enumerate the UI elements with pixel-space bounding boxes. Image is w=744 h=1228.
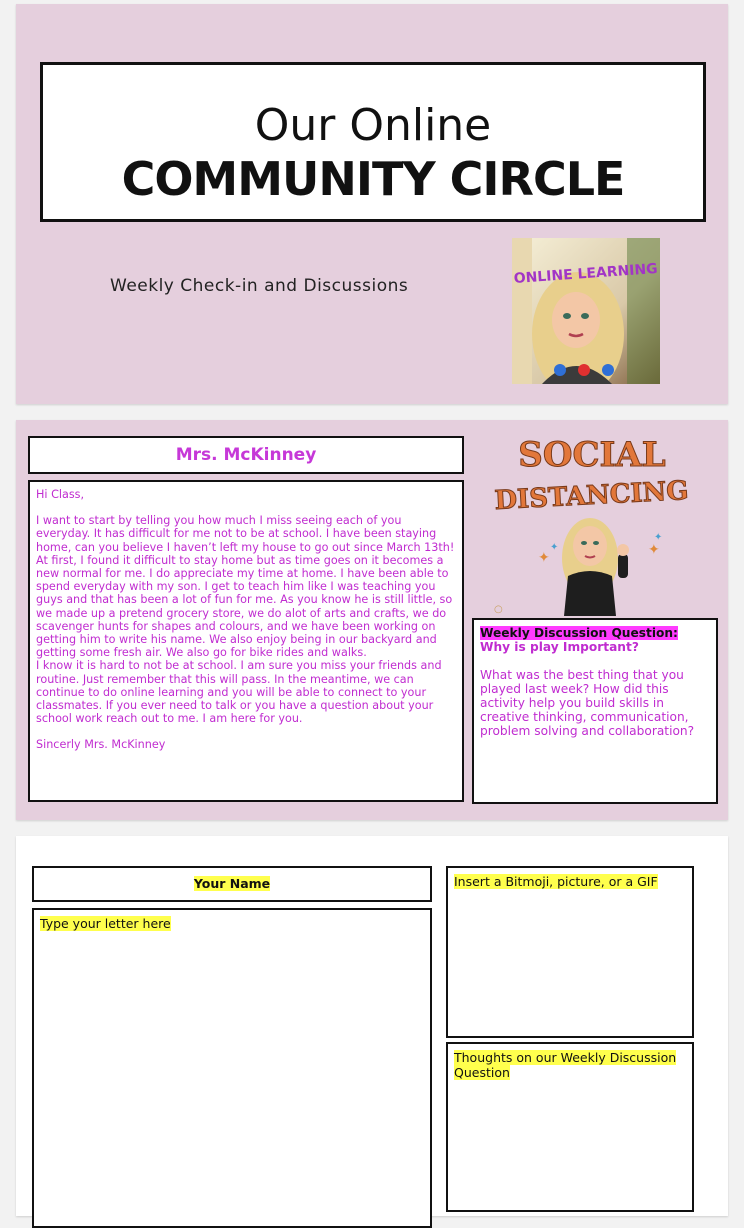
svg-text:○: ○ bbox=[494, 604, 503, 615]
thoughts-placeholder: Thoughts on our Weekly Discussion Question bbox=[454, 1050, 677, 1080]
svg-text:SOCIAL: SOCIAL bbox=[518, 435, 666, 475]
discussion-question-box[interactable] bbox=[472, 618, 718, 804]
svg-text:DISTANCING: DISTANCING bbox=[493, 475, 690, 517]
your-name-label: Your Name bbox=[193, 876, 271, 891]
question-subtitle: Why is play Important? bbox=[480, 640, 639, 654]
letter-placeholder: Type your letter here bbox=[40, 916, 171, 931]
teacher-name: Mrs. McKinney bbox=[175, 445, 317, 465]
bitmoji-insert-box[interactable] bbox=[446, 866, 694, 1038]
svg-text:✦: ✦ bbox=[550, 542, 559, 553]
svg-text:✦: ✦ bbox=[648, 542, 660, 558]
letter-paragraph-2: I know it is hard to not be at school. I am sure you miss your friends and routine. Just remember that this will pass. In the meantime, we can continue to do online learning and you will be able to connect to your classmates. If you ever need to talk or you have a question about your school work reach out to me. I am here for you. bbox=[36, 659, 442, 726]
online-learning-bitmoji-image[interactable] bbox=[512, 238, 660, 384]
bitmoji-placeholder: Insert a Bitmoji, picture, or a GIF bbox=[454, 874, 658, 889]
title-slide[interactable] bbox=[16, 4, 728, 404]
student-response-slide[interactable] bbox=[16, 836, 728, 1216]
letter-signoff: Sincerly Mrs. McKinney bbox=[36, 738, 166, 752]
question-text: What was the best thing that you played last week? How did this activity help you build skills in creative thinking, communication, problem solving and collaboration? bbox=[480, 668, 695, 738]
svg-text:✦: ✦ bbox=[654, 532, 663, 543]
title-line-2: COMMUNITY CIRCLE bbox=[121, 152, 625, 206]
student-letter-box[interactable] bbox=[32, 908, 432, 1228]
question-title: Weekly Discussion Question: bbox=[480, 626, 678, 640]
svg-text:ONLINE LEARNING: ONLINE LEARNING bbox=[513, 261, 659, 288]
social-distancing-bitmoji-image[interactable] bbox=[486, 426, 726, 616]
letter-greeting: Hi Class, bbox=[36, 488, 85, 501]
thoughts-box[interactable] bbox=[446, 1042, 694, 1212]
subtitle: Weekly Check-in and Discussions bbox=[110, 276, 409, 296]
teacher-letter-slide[interactable] bbox=[16, 420, 728, 820]
svg-text:✦: ✦ bbox=[538, 550, 550, 566]
teacher-letter-box[interactable] bbox=[28, 480, 464, 802]
your-name-box[interactable] bbox=[32, 866, 432, 902]
teacher-name-box[interactable] bbox=[28, 436, 464, 474]
title-box[interactable] bbox=[40, 62, 706, 222]
title-line-1: Our Online bbox=[254, 100, 492, 151]
letter-paragraph-1: I want to start by telling you how much I miss seeing each of you everyday. It has difficult for me not to be at school. I have been staying home, can you believe I haven’t left my house to go out since March 13th! At first, I found it difficult to stay home but as time goes on it becomes a new normal for me. I do appreciate my time at home. I have been able to spend everyday with my son. I get to teach him like I was teaching you guys and that has been a lot of fun for me. As you know he is still little, so we made up a pretend grocery store, we do alot of arts and crafts, we do scavenger hunts for shapes and colours, and we have been working on getting him to write his name. We also enjoy being in our backyard and getting some fresh air. We also go for bike rides and walks. bbox=[36, 514, 455, 660]
